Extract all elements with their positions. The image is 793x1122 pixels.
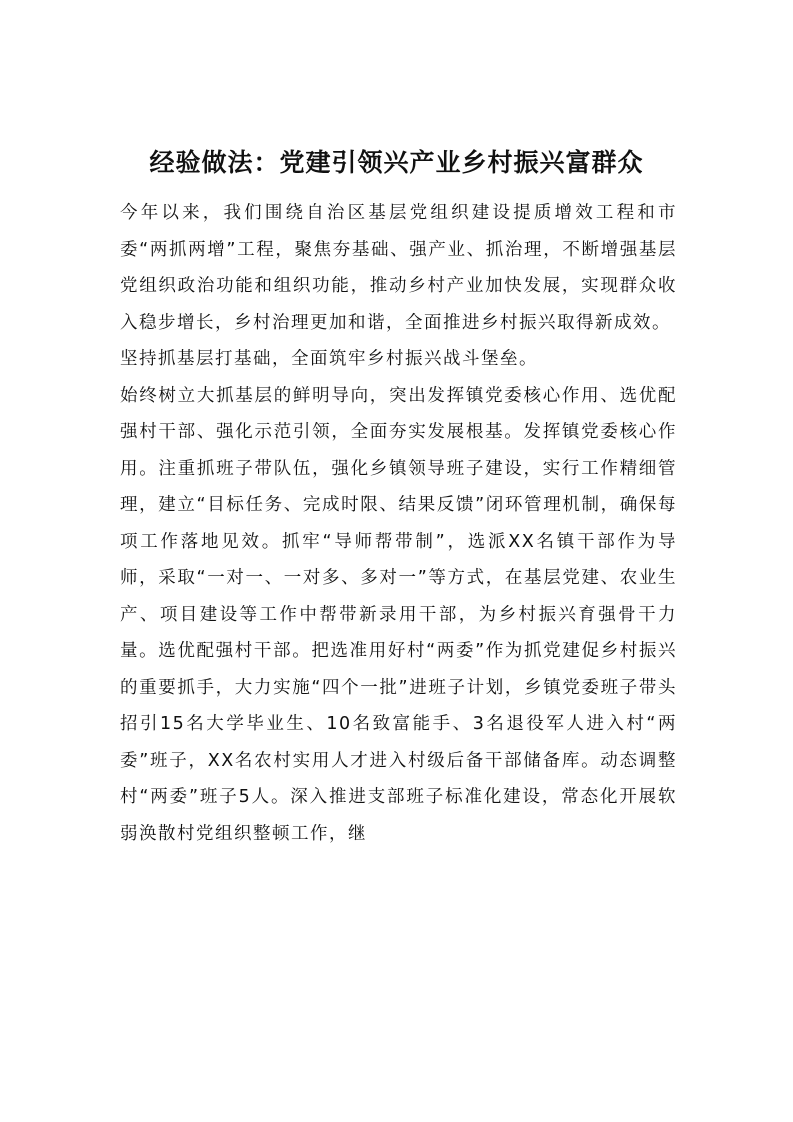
paragraph-heading: 坚持抓基层打基础，全面筑牢乡村振兴战斗堡垒。 <box>120 349 538 369</box>
paragraph-intro: 今年以来，我们围绕自治区基层党组织建设提质增效工程和市委“两抓两增”工程，聚焦夯基础、强产业、抓治理，不断增强基层党组织政治功能和组织功能，推动乡村产业加快发展，实现群众收入稳步增长，乡村治理更加和谐，全面推进乡村振兴取得新成效。 <box>120 203 677 333</box>
paragraph-body: 始终树立大抓基层的鲜明导向，突出发挥镇党委核心作用、选优配强村干部、强化示范引领，全面夯实发展根基。发挥镇党委核心作用。注重抓班子带队伍，强化乡镇领导班子建设，实行工作精细管理，建立“目标任务、完成时限、结果反馈”闭环管理机制，确保每项工作落地见效。抓牢“导师帮带制”，选派XX名镇干部作为导师，采取“一对一、一对多、多对一”等方式，在基层党建、农业生产、项目建设等工作中帮带新录用干部，为乡村振兴育强骨干力量。选优配强村干部。把选准用好村“两委”作为抓党建促乡村振兴的重要抓手，大力实施“四个一批”进班子计划，乡镇党委班子带头招引15名大学毕业生、10名致富能手、3名退役军人进入村“两委”班子，XX名农村实用人才进入村级后备干部储备库。动态调整村“两委”班子5人。深入推进支部班子标准化建设，常态化开展软弱涣散村党组织整顿工作，继 <box>120 385 677 844</box>
document-body <box>120 195 677 852</box>
document-title: 经验做法：党建引领兴产业乡村振兴富群众 <box>149 147 644 177</box>
